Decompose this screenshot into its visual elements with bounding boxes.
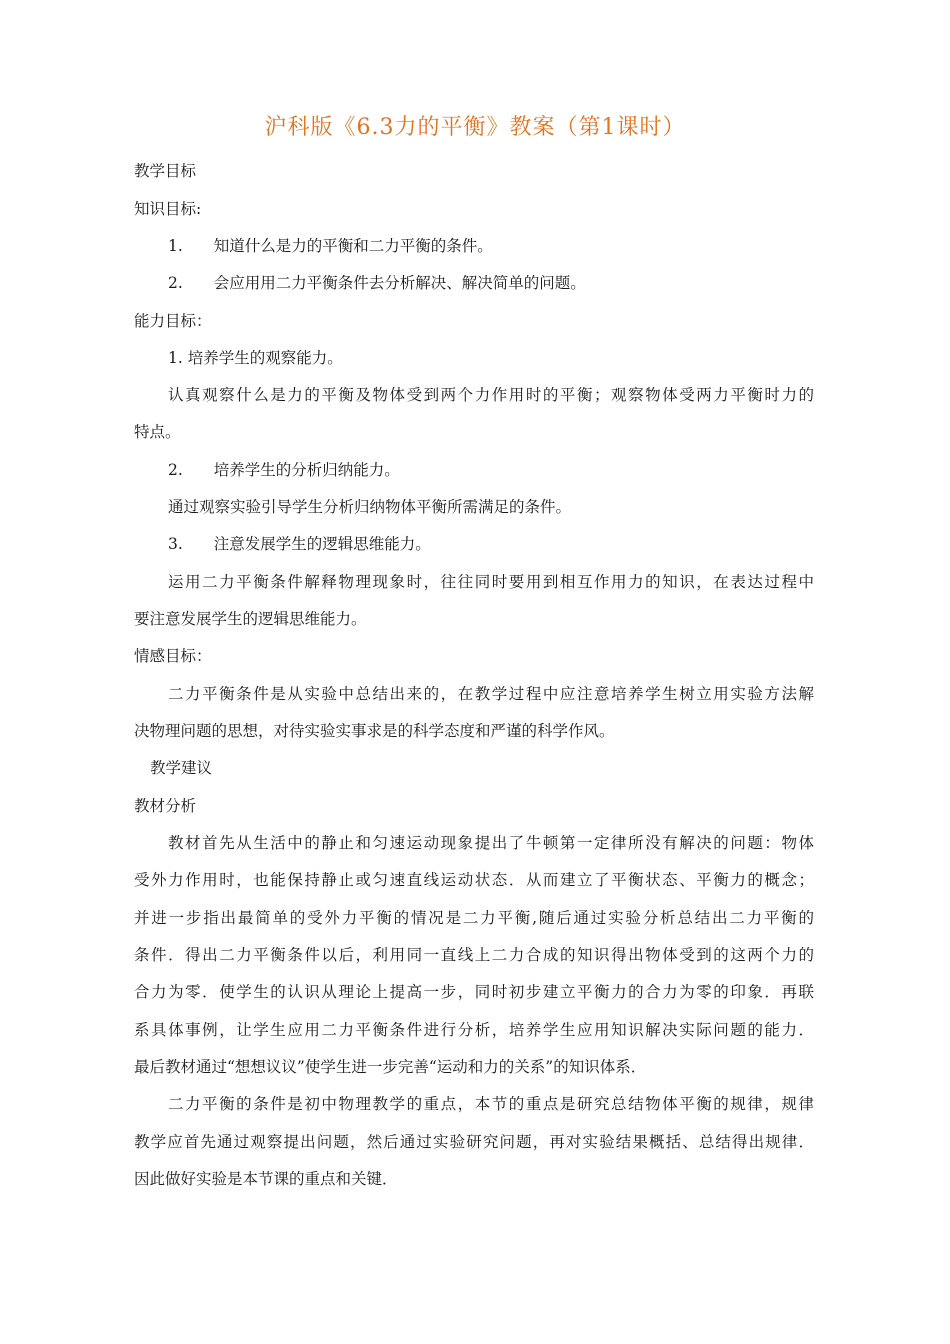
heading-teaching-suggestions: 教学建议 (150, 759, 213, 777)
analysis-paragraph-1-line-6: 系具体事例，让学生应用二力平衡条件进行分析，培养学生应用知识解决实际问题的能力． (134, 1021, 814, 1039)
ability-item-1-text-end: 特点。 (134, 423, 181, 441)
emotion-text-line-1: 二力平衡条件是从实验中总结出来的，在教学过程中应注意培养学生树立用实验方法解 (168, 685, 814, 703)
document-title: 沪科版《6.3力的平衡》教案（第1课时） (264, 115, 686, 140)
analysis-paragraph-1-line-4: 条件．得出二力平衡条件以后，利用同一直线上二力合成的知识得出物体受到的这两个力的 (134, 946, 814, 964)
heading-ability-goals: 能力目标： (134, 312, 212, 330)
heading-textbook-analysis: 教材分析 (134, 797, 197, 815)
heading-emotion-goals: 情感目标： (134, 647, 212, 665)
ability-item-2: 2. 培养学生的分析归纳能力。 (168, 461, 400, 479)
ability-item-3: 3. 注意发展学生的逻辑思维能力。 (168, 535, 431, 553)
heading-teaching-goals: 教学目标 (134, 162, 197, 180)
ability-item-1: 1. 培养学生的观察能力。 (168, 349, 343, 367)
knowledge-item-1: 1. 知道什么是力的平衡和二力平衡的条件。 (168, 237, 493, 255)
analysis-paragraph-1-line-3: 并进一步指出最简单的受外力平衡的情况是二力平衡,随后通过实验分析总结出二力平衡的 (134, 909, 814, 927)
ability-item-3-text: 运用二力平衡条件解释物理现象时，往往同时要用到相互作用力的知识，在表达过程中 (168, 573, 814, 591)
analysis-paragraph-2-line-1: 二力平衡的条件是初中物理教学的重点，本节的重点是研究总结物体平衡的规律，规律 (168, 1095, 814, 1113)
ability-item-1-text: 认真观察什么是力的平衡及物体受到两个力作用时的平衡；观察物体受两力平衡时力的 (168, 386, 814, 404)
analysis-paragraph-1-line-2: 受外力作用时，也能保持静止或匀速直线运动状态．从而建立了平衡状态、平衡力的概念； (134, 871, 814, 889)
analysis-paragraph-2-line-3: 因此做好实验是本节课的重点和关键． (134, 1170, 398, 1188)
analysis-paragraph-2-line-2: 教学应首先通过观察提出问题，然后通过实验研究问题，再对实验结果概括、总结得出规律． (134, 1133, 814, 1151)
ability-item-3-text-end: 要注意发展学生的逻辑思维能力。 (134, 610, 367, 628)
emotion-text-line-2: 决物理问题的思想，对待实验实事求是的科学态度和严谨的科学作风。 (134, 722, 615, 740)
analysis-paragraph-1-line-5: 合力为零．使学生的认识从理论上提高一步，同时初步建立平衡力的合力为零的印象．再联 (134, 983, 814, 1001)
knowledge-item-2: 2. 会应用用二力平衡条件去分析解决、解决简单的问题。 (168, 274, 586, 292)
heading-knowledge-goals: 知识目标: (134, 200, 202, 218)
analysis-paragraph-1-line-1: 教材首先从生活中的静止和匀速运动现象提出了牛顿第一定律所没有解决的问题：物体 (168, 834, 814, 852)
ability-item-2-text: 通过观察实验引导学生分析归纳物体平衡所需满足的条件。 (168, 498, 572, 516)
analysis-paragraph-1-line-7: 最后教材通过“想想议议”使学生进一步完善“运动和力的关系”的知识体系． (134, 1058, 647, 1076)
